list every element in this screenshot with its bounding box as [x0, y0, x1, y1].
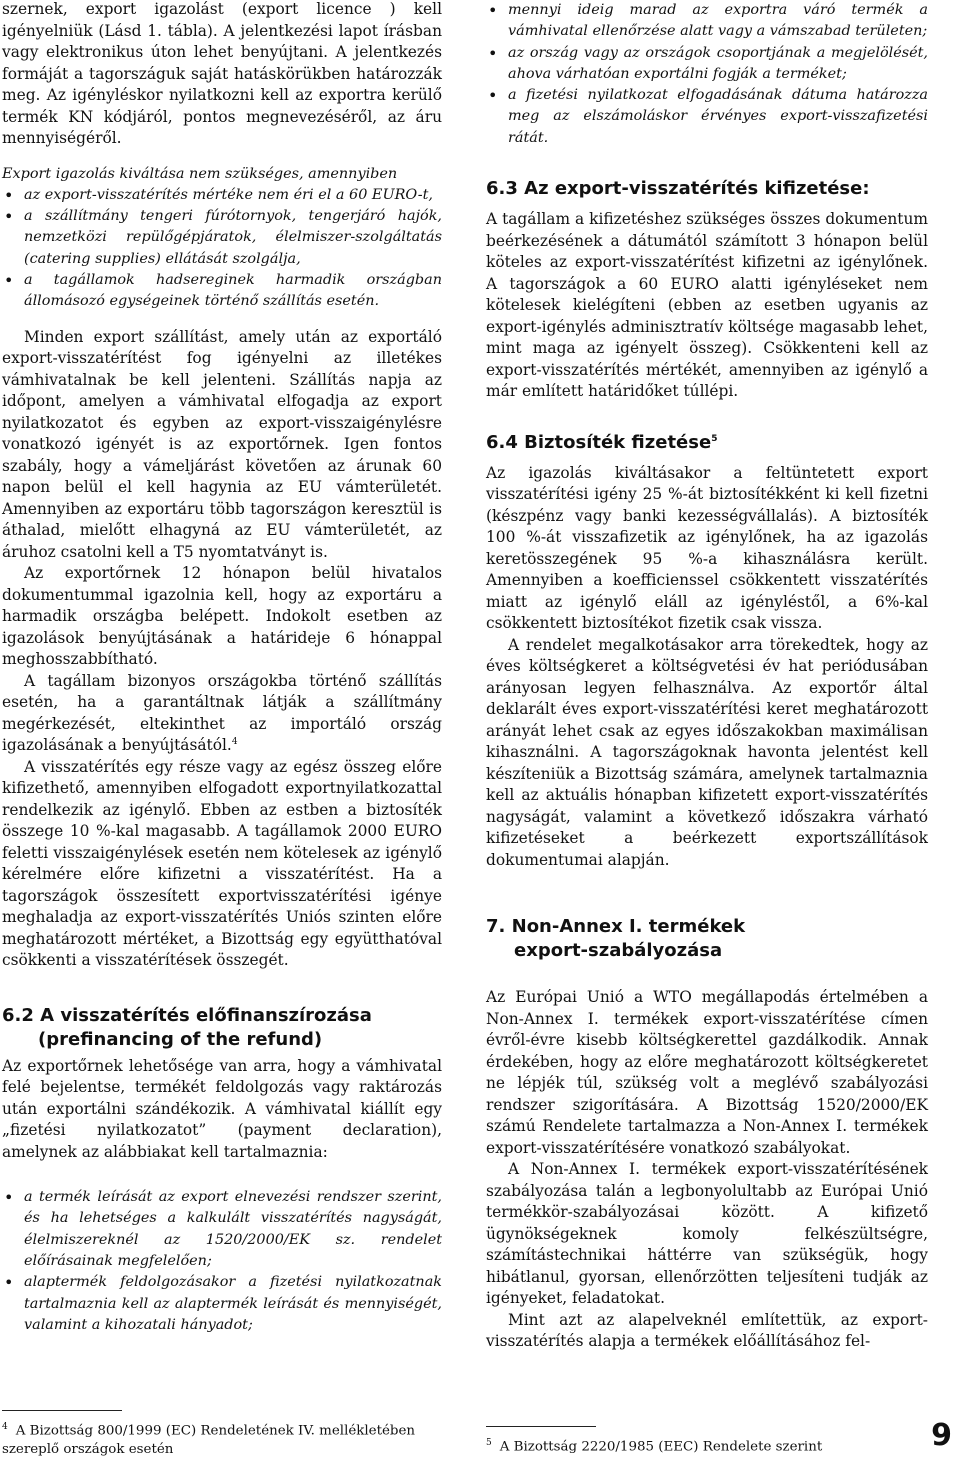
body-paragraph: Minden export szállítást, amely után az exportáló export-visszatérítést fog igényelni az illetékes vámhivatalnak be kell jelenteni. Szállítás napja az időpont, amelyen a vámhivatal elfogadja az export nyilatkozatot és egyben az export-visszaigénylésre vonatkozó igényét is az exportőrnek. Igen fontos szabály, hogy a vámeljárást követően az árunak 60 napon belül el kell hagynia az EU vámterületét. Amennyiben az exportáru több tagországon keresztül is áthalad, mielőtt elhagyná az EU vámterületét, az áruhoz csatolni kell a T5 nyomtatványt is.: [2, 327, 442, 561]
list-item: • alaptermék feldolgozásakor a fizetési nyilatkozatnak tartalmaznia kell az alaptermék leírását és mennyiségét, valamint a kihozatali hányadot;: [24, 1272, 442, 1336]
footnote-text: A Bizottság 800/1999 (EC) Rendeletének IV. mellékletében szereplő országok esetén: [2, 1423, 416, 1458]
intro-paragraph: szernek, export igazolást (export licence ) kell igényelniük (Lásd 1. tábla). A jelentkezési lapot írásban vagy elektronikus úton lehet benyújtani. A jelentkezés formáját a tagországuk saját hatáskörükben határozzák meg. Az igényléskor nyilatkozni kell az exportra kerülő termék KN kódjáról, pontos megnevezéséről, az áru mennyiségéről.: [2, 0, 442, 147]
list-item: • a szállítmány tengeri fúrótornyok, tengerjáró hajók, nemzetközi repülőgépjáratok, élelmiszer-szolgáltatás (catering supplies) ellátását szolgálja,: [24, 206, 442, 270]
prefinancing-paragraph: Az exportőrnek lehetősége van arra, hogy a vámhivatal felé bejelentse, termékét feldolgozás vagy raktározás után exportálni szándékozik. A vámhivatal kiállít egy „fizetési nyilatkozatot” (payment declaration), amelynek az alábbiakat kell tartalmaznia:: [2, 1056, 442, 1161]
heading-6-4-text: 6.4 Biztosíték fizetése: [486, 431, 712, 453]
heading-7-line1: 7. Non-Annex I. termékek: [486, 916, 746, 938]
footnote-number: 5: [486, 1438, 492, 1448]
heading-6-3: 6.3 Az export-visszatérítés kifizetése:: [486, 178, 870, 200]
guarantee-paragraph: Az igazolás kiváltásakor a feltüntetett export visszatérítési igény 25 %-át biztosítékként ki kell fizetni (készpénz vagy banki kezességvállalás). A biztosíték 100 %-át visszafizetik az igénylőnek, ha az igazolás keretösszegének 95 %-a kihasználásra került. Amennyiben a koefficienssel csökkentett visszatérítés miatt az igénylő eláll az igényléstől, a 6%-kal csökkentett biztosítékot fizetik csak vissza.: [486, 463, 928, 633]
heading-6-4: [486, 431, 928, 455]
list-item: • a termék leírását az export elnevezési rendszer szerint, és ha lehetséges a kalkulált visszatérítés nagyságát, élelmiszereknél az 1520/2000/EK sz. rendelet előírásainak megfelelően;: [24, 1187, 442, 1272]
non-annex-paragraph: A Non-Annex I. termékek export-visszatérítésének szabályozása talán a legbonyolultabb az Európai Unió termékkör-szabályozásai között. A kifizető ügynökségeknek komoly felkészültségre, számítástechnikai háttérre van szükségük, hogy hibátlanul, gyorsan, ellenőrzötten teljesíteni tudják az igényeket, feladatokat.: [486, 1160, 928, 1308]
heading-6-2-line1: 6.2 A visszatérítés előfinanszírozása: [2, 1004, 372, 1026]
declaration-list-continued: [486, 0, 928, 149]
body-paragraph: Az exportőrnek 12 hónapon belül hivatalos dokumentummal igazolnia kell, hogy az exportáru a harmadik országba belépett. Indokolt esetben az igazolások benyújtásának a határideje 6 hónappal meghosszabbítható.: [2, 564, 442, 669]
right-column: [486, 0, 928, 1353]
non-annex-paragraph: Az Európai Unió a WTO megállapodás értelmében a Non-Annex I. termékek export-visszatérítése címen évről-évre kisebb költségkerettel gazdálkodik. Annak érdekében, hogy az előre meghatározott költségkeretet ne lépjék túl, szükség volt a meglévő szabályozási rendszer szigorítására. A Bizottság 1520/2000/EK számú Rendelete tartalmazza a Non-Annex I. termékek export-visszatérítésére vonatkozó szabályokat.: [486, 988, 928, 1157]
heading-6-2-line2: (prefinancing of the refund): [38, 1028, 323, 1050]
payment-paragraph: A tagállam a kifizetéshez szükséges összes dokumentum beérkezésének a dátumától számított 3 hónapon belül köteles az export-visszatérítést kifizetni az igénylőnek. A tagországok a 60 EURO alatti igényléseket nem kötelesek kielégíteni (ebben az esetben ugyanis az export-igénylés adminisztratív költsége magasabb lehet, mint maga az igényelt összeg). Csökkenteni kell az export-visszatérítés mértékét, amennyiben az igénylő a már említett határidőket túllépi.: [486, 210, 928, 401]
guarantee-paragraph: A rendelet megalkotásakor arra törekedtek, hogy az éves költségkeret a költségvetési év hat periódusában arányosan legyen felhasználva. Az exportőr által deklarált éves export-visszatérítési keret meghatározott arányát lehet csak az egyes időszakokban maximálisan kihasználni. A tagországoknak havonta jelentést kell készíteniük a Bizottság számára, amelynek tartalmaznia kell az aktuális hónapban kifizetett export-visszatérítés nagyságát, valamint a következő időszakra várható kifizetéseket a beérkezett exportszállítások dokumentumai alapján.: [486, 635, 928, 869]
exemption-intro: Export igazolás kiváltása nem szükséges, amennyiben: [2, 165, 398, 182]
footnote-rule-right: [486, 1426, 596, 1427]
list-item: • az ország vagy az országok csoportjának a megjelölését, ahova várhatóan exportálni fogják a terméket;: [508, 43, 928, 86]
list-item: • mennyi ideig marad az exportra váró termék a vámhivatal ellenőrzése alatt vagy a vámszabad területen;: [508, 0, 928, 43]
footnote-number: 4: [2, 1422, 8, 1432]
footnote-4: [2, 1418, 442, 1459]
body-paragraph: A visszatérítés egy része vagy az egész összeg előre kifizethető, amennyiben elfogadott exportnyilatkozattal rendelkezik az igénylő. Ebben az estben a biztosíték összege 10 %-kal magasabb. A tagállamok 2000 EURO feletti visszaigénylések esetén nem kötelesek az igénylő kérelmére előre kifizetni a visszatérítést. Ha a tagországok összesített exportvisszatérítési igénye meghaladja az export-visszatérítés Uniós szinten előre meghatározott mértéket, a Bizottság egy együtthatóval csökkenti a visszatérítések összegét.: [2, 757, 442, 970]
footnote-ref-4[interactable]: 4: [231, 736, 238, 747]
body-paragraph: [2, 671, 442, 757]
footnote-5: [486, 1434, 866, 1456]
list-item: • a tagállamok hadsereginek harmadik országban állomásozó egységeinek történő szállítás esetén.: [24, 270, 442, 313]
footnote-text: A Bizottság 2220/1985 (EEC) Rendelete szerint: [499, 1439, 823, 1455]
footnote-rule-left: [2, 1410, 122, 1411]
page-number: 9: [931, 1418, 952, 1453]
exemption-list: [2, 185, 442, 313]
heading-7: [486, 915, 928, 963]
left-column: [2, 0, 442, 1336]
paragraph-text: A tagállam bizonyos országokba történő szállítás esetén, ha a garantáltnak látják a szállítmány megérkezését, eltekinthet az importáló ország igazolásának a benyújtásától.: [2, 671, 442, 755]
non-annex-paragraph: Mint azt az alapelveknél említettük, az export-visszatérítés alapja a termékek előállításához fel-: [486, 1310, 928, 1351]
heading-7-line2: export-szabályozása: [514, 940, 723, 962]
list-item: • az export-visszatérítés mértéke nem éri el a 60 EURO-t,: [24, 185, 442, 206]
footnote-ref-5[interactable]: 5: [711, 433, 718, 444]
heading-6-2: [2, 1004, 442, 1052]
declaration-list: [2, 1187, 442, 1336]
list-item: • a fizetési nyilatkozat elfogadásának dátuma határozza meg az elszámoláskor érvényes export-visszafizetési rátát.: [508, 85, 928, 149]
